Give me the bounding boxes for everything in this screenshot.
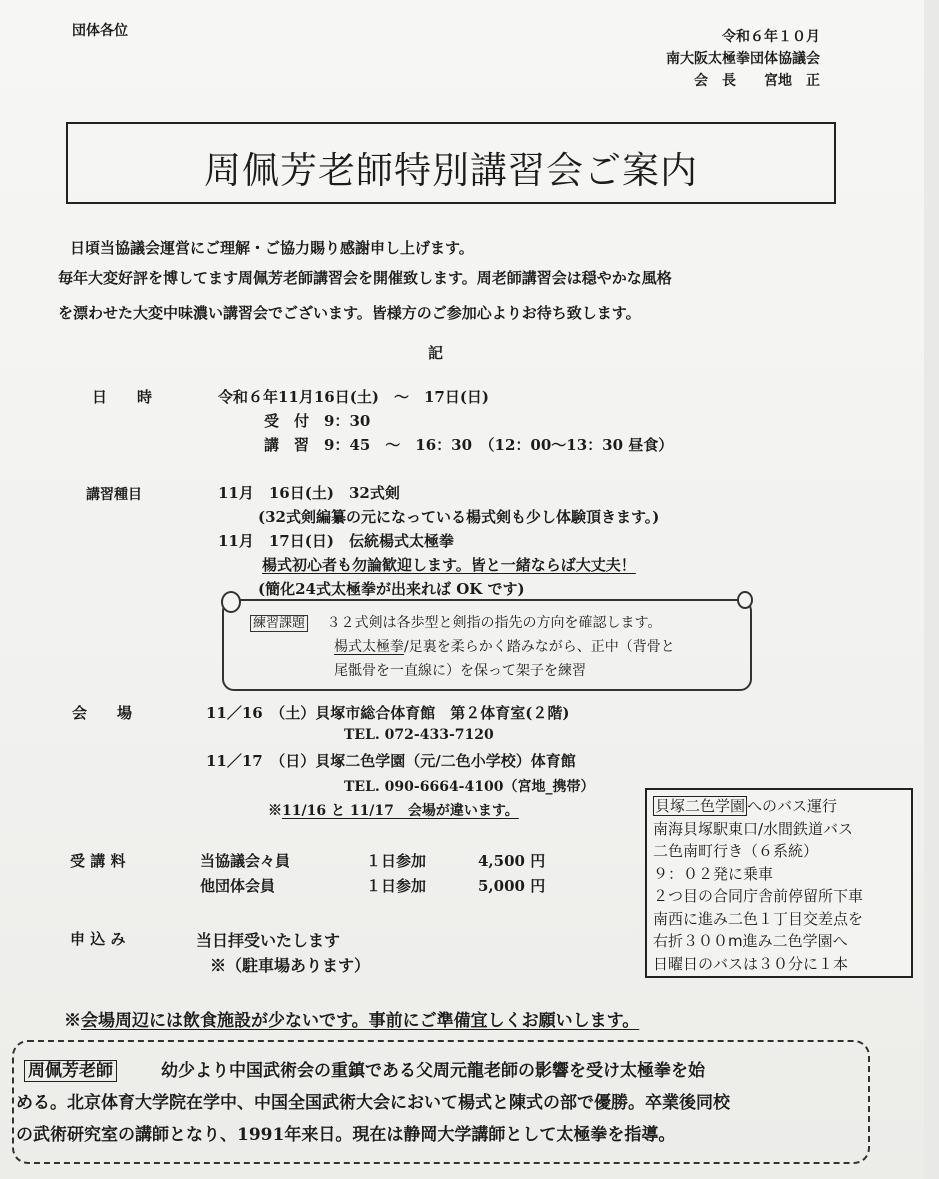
fee-label: 受 講 料 [70, 852, 126, 870]
organization-name: 南大阪太極拳団体協議会 [666, 51, 820, 67]
president-name: 会 長 宮地 正 [694, 73, 820, 89]
fee-row1-days: １日参加 [366, 852, 427, 870]
venue-day1-tel: TEL. 072-433-7120 [344, 727, 494, 743]
topic-day1-note: (32式剣編纂の元になっている楊式剣も少し体験頂きます。) [258, 508, 660, 526]
datetime-reception: 受 付 9：30 [264, 412, 371, 430]
practice-line-1-text: ３２式剣は各歩型と剣指の指先の方向を確認します。 [326, 615, 662, 631]
food-notice-mark: ※ [64, 1011, 81, 1031]
practice-line-3: 尾骶骨を一直線に）を保って架子を練習 [334, 663, 586, 679]
practice-line-2 [334, 636, 675, 656]
issue-date: 令和６年１０月 [722, 29, 820, 45]
bus-line-3: 二色南町行き（６系統） [653, 842, 819, 860]
fee-row1-who: 当協議会々員 [200, 852, 291, 870]
bus-destination-box: 貝塚二色学園 [655, 797, 746, 815]
ki-mark: 記 [428, 344, 444, 362]
bio-line-3: の武術研究室の講師となり、1991年来日。現在は静岡大学講師として太極拳を指導。 [16, 1125, 676, 1145]
scroll-curl-left [221, 591, 241, 613]
venue-note-text: 11/16 と 11/17 会場が違います。 [282, 803, 519, 819]
apply-line-1: 当日拝受いたします [196, 931, 341, 950]
fee-row2-price: 5,000 円 [478, 877, 546, 895]
intro-line-3: を漂わせた大変中味濃い講習会でございます。皆様方のご参加心よりお待ち致します。 [58, 304, 641, 322]
bus-line-7: 右折３００m進み二色学園へ [653, 932, 848, 950]
scroll-curl-right [737, 591, 753, 609]
bus-info-box [645, 788, 913, 978]
fee-row2-who: 他団体会員 [200, 877, 276, 895]
venue-day2-tel: TEL. 090-6664-4100（宮地_携帯） [344, 779, 595, 795]
fee-row1-price: 4,500 円 [478, 852, 546, 870]
apply-line-2: ※（駐車場あります） [210, 956, 371, 975]
bus-line-1 [653, 795, 905, 818]
datetime-label: 日 時 [92, 388, 153, 406]
topic-day2: 11月 17日(日) 伝統楊式太極拳 [218, 532, 454, 550]
datetime-dates: 令和６年11月16日(土) ～ 17日(日) [218, 388, 490, 406]
venue-note-mark: ※ [268, 803, 282, 819]
topic-day2-note-2: (簡化24式太極拳が出来れば OK です) [258, 580, 525, 598]
bus-line-8: 日曜日のバスは３０分に１本 [653, 954, 849, 973]
practice-line-2-rest: /足裏を柔らかく踏みながら、正中（背骨と [404, 639, 675, 655]
bio-line-1 [24, 1056, 705, 1081]
food-notice [64, 1006, 639, 1031]
food-notice-text: 会場周辺には飲食施設が少ないです。事前にご準備宜しくお願いします。 [81, 1011, 640, 1031]
venue-label: 会 場 [72, 704, 133, 722]
intro-line-1: 日頃当協議会運営にご理解・ご協力賜り感謝申し上げます。 [70, 239, 474, 257]
bus-line-5: ２つ目の合同庁舎前停留所下車 [653, 887, 864, 905]
topics-label: 講習種目 [86, 487, 142, 503]
page-title: 周佩芳老師特別講習会ご案内 [204, 149, 698, 192]
apply-label: 申 込 み [70, 930, 126, 948]
datetime-session: 講 習 9：45 ～ 16：30 （12：00～13：30 昼食） [264, 436, 674, 454]
title-box [66, 122, 836, 204]
biography-box [12, 1040, 870, 1164]
bus-line-6: 南西に進み二色１丁目交差点を [653, 909, 864, 928]
fee-row2-days: １日参加 [366, 877, 427, 895]
bio-line-1-text: 幼少より中国武術会の重鎮である父周元龍老師の影響を受け太極拳を始 [161, 1061, 705, 1081]
venue-day1: 11／16 （土）貝塚市総合体育館 第２体育室(２階) [206, 704, 570, 722]
practice-line-2-underlined: 楊式太極拳 [334, 639, 404, 655]
recipients: 団体各位 [72, 23, 128, 39]
bus-line-2: 南海貝塚駅東口/水間鉄道バス [653, 819, 854, 838]
intro-line-2: 毎年大変好評を博してます周佩芳老師講習会を開催致します。周老師講習会は穏やかな風格 [58, 269, 672, 287]
venue-day2: 11／17 （日）貝塚二色学園（元/二色小学校）体育館 [206, 752, 576, 770]
practice-line-1 [250, 612, 661, 632]
bus-line-1-rest: へのバス運行 [747, 797, 838, 815]
topic-day2-note-1: 楊式初心者も勿論歓迎します。皆と一緒ならば大丈夫！ [262, 556, 636, 574]
practice-tag: 練習課題 [250, 615, 308, 632]
bio-name: 周佩芳老師 [24, 1060, 117, 1082]
bus-line-4: ９：０２発に乗車 [653, 864, 774, 883]
bio-line-2: める。北京体育大学院在学中、中国全国武術大会において楊式と陳式の部で優勝。卒業後同校 [16, 1093, 730, 1113]
topic-day1: 11月 16日(土) 32式剣 [218, 484, 400, 502]
venue-note [268, 800, 519, 820]
